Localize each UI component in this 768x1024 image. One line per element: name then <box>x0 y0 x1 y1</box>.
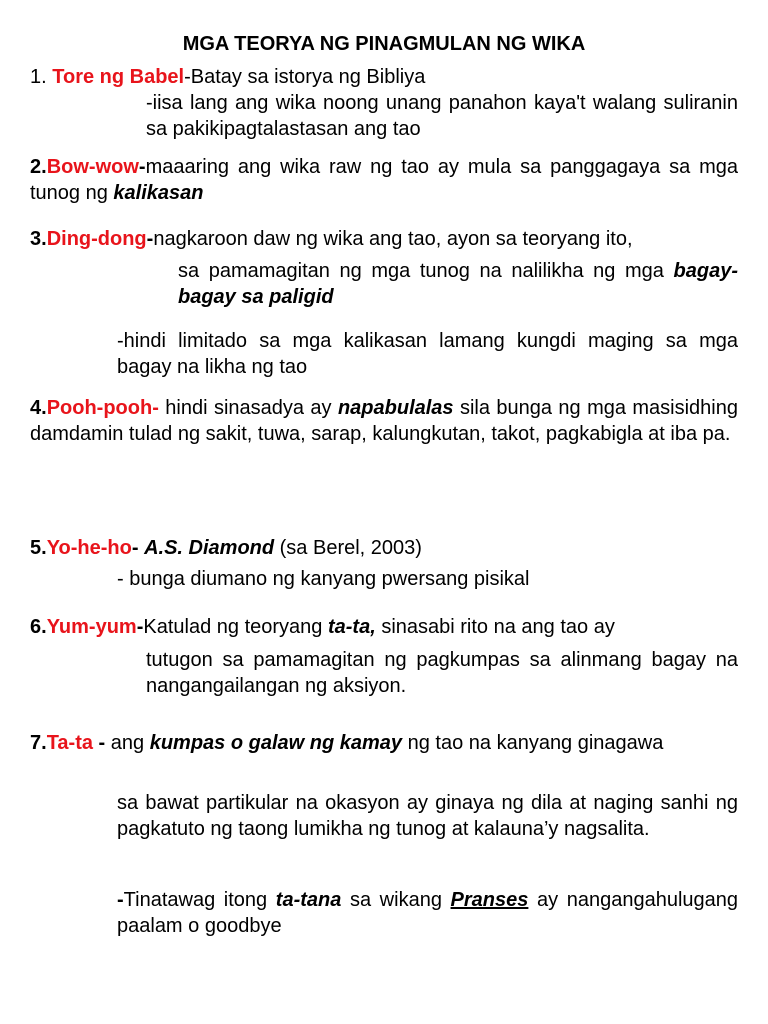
theory-7-text-b: ng tao na kanyang ginagawa <box>402 732 664 754</box>
theory-3-name: Ding-dong <box>46 228 147 250</box>
theory-5-heading <box>30 535 738 561</box>
theory-6-text-b: sinasabi rito na ang tao ay <box>375 616 615 638</box>
theory-5-dash: - <box>131 537 145 559</box>
theory-6-number: 6. <box>30 616 47 638</box>
theory-1-name: Tore ng Babel <box>52 66 185 88</box>
theory-7-heading <box>30 730 738 756</box>
theory-2-name: Bow-wow <box>46 156 139 178</box>
theory-2-paragraph <box>30 154 738 206</box>
theory-4-emphasis: napabulalas <box>337 397 454 419</box>
theory-3-detail <box>178 258 738 310</box>
theory-3-detail-emphasis: bagay-bagay sa paligid <box>178 260 738 308</box>
theory-7-note-dash: - <box>117 889 124 911</box>
theory-3-dash: - <box>146 228 154 250</box>
theory-7-name: Ta-ta <box>46 732 93 754</box>
theory-1-number: 1. <box>30 66 53 88</box>
theory-3-note: -hindi limitado sa mga kalikasan lamang kungdi maging sa mga bagay na likha ng tao <box>117 330 738 378</box>
theory-7-text-a: ang <box>110 732 150 754</box>
theory-7-dash: - <box>93 732 111 754</box>
theory-5-emphasis: A.S. Diamond <box>144 537 275 559</box>
theory-5-rest: (sa Berel, 2003) <box>274 537 422 559</box>
theory-2-emphasis: kalikasan <box>113 182 204 204</box>
theory-7-note-language: Pranses <box>450 889 529 911</box>
theory-4-text-a: hindi sinasadya ay <box>158 397 338 419</box>
theory-6-detail: tutugon sa pamamagitan ng pagkumpas sa alinmang bagay na nangangailangan ng aksiyon. <box>146 649 738 697</box>
theory-7-note-b: sa wikang <box>341 889 451 911</box>
theory-4-paragraph <box>30 395 738 447</box>
theory-7-note-c: ay nangangahulugang paalam o goodbye <box>117 889 739 937</box>
theory-4-name: Pooh-pooh- <box>46 397 159 419</box>
theory-6-emphasis: ta-ta, <box>327 616 376 638</box>
theory-5-name: Yo-he-ho <box>46 537 132 559</box>
theory-6-name: Yum-yum <box>46 616 137 638</box>
theory-1-detail: -iisa lang ang wika noong unang panahon kaya't walang suliranin sa pakikipagtalastasan ang tao <box>146 92 738 140</box>
theory-5-detail: - bunga diumano ng kanyang pwersang pisikal <box>117 568 530 590</box>
theory-7-emphasis: kumpas o galaw ng kamay <box>149 732 403 754</box>
theory-7-number: 7. <box>30 732 47 754</box>
theory-3-detail-text: sa pamamagitan ng mga tunog na nalilikha ng mga <box>178 260 674 282</box>
page-title: MGA TEORYA NG PINAGMULAN NG WIKA <box>182 33 586 55</box>
theory-6-dash: - <box>136 616 144 638</box>
theory-6-text-a: Katulad ng teoryang <box>143 616 328 638</box>
theory-7-note-a: Tinatawag itong <box>123 889 276 911</box>
theory-7-note <box>117 887 738 939</box>
theory-2-number: 2. <box>30 156 47 178</box>
theory-3-text: nagkaroon daw ng wika ang tao, ayon sa teoryang ito, <box>153 228 633 250</box>
theory-7-note-emphasis: ta-tana <box>275 889 342 911</box>
theory-4-text-b: sila bunga ng mga masisidhing damdamin tulad ng sakit, tuwa, sarap, kalungkutan, takot, pagkabigla at iba pa. <box>30 397 738 445</box>
theory-2-text: maaaring ang wika raw ng tao ay mula sa panggagaya sa mga tunog ng <box>30 156 738 204</box>
theory-6-heading <box>30 614 738 640</box>
theory-1-text: -Batay sa istorya ng Bibliya <box>184 66 426 88</box>
theory-3-number: 3. <box>30 228 47 250</box>
theory-4-number: 4. <box>30 397 47 419</box>
theory-2-dash: - <box>138 156 146 178</box>
theory-3-heading <box>30 226 738 252</box>
theory-1-heading <box>30 64 738 90</box>
theory-5-number: 5. <box>30 537 47 559</box>
theory-7-detail: sa bawat partikular na okasyon ay ginaya ng dila at naging sanhi ng pagkatuto ng taong lumikha ng tunog at kalauna’y nagsalita. <box>117 792 738 840</box>
